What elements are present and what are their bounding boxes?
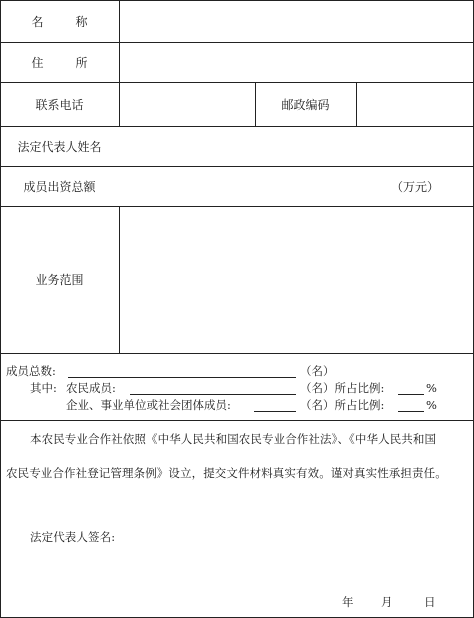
farmer-member-label: 农民成员: bbox=[66, 381, 116, 395]
address-label-char: 所 bbox=[75, 55, 88, 70]
member-total-unit: （名） bbox=[300, 364, 335, 378]
postcode-field[interactable] bbox=[357, 83, 473, 126]
business-scope-label: 业务范围 bbox=[35, 273, 84, 287]
address-label-char: 住 bbox=[31, 55, 44, 70]
address-field[interactable] bbox=[120, 43, 473, 82]
declaration-line-1: 本农民专业合作社依照《中华人民共和国农民专业合作社法》、《中华人民共和国 bbox=[30, 432, 437, 446]
farmer-member-blank[interactable] bbox=[130, 394, 296, 395]
farmer-member-unit: （名）所占比例: bbox=[300, 381, 385, 395]
member-total-blank[interactable] bbox=[68, 377, 296, 378]
declaration-line-2: 农民专业合作社登记管理条例》设立，提交文件材料真实有效。谨对真实性承担责任。 bbox=[6, 466, 447, 480]
farmer-ratio-percent: % bbox=[426, 381, 437, 395]
row-divider bbox=[0, 420, 474, 421]
name-label-char: 名 bbox=[31, 14, 44, 29]
organization-ratio-blank[interactable] bbox=[398, 411, 424, 412]
capital-label: 成员出资总额 bbox=[23, 179, 96, 194]
organization-member-label: 企业、事业单位或社会团体成员: bbox=[66, 398, 231, 412]
name-field[interactable] bbox=[120, 1, 473, 42]
postcode-label: 邮政编码 bbox=[281, 97, 330, 112]
row-divider bbox=[0, 353, 474, 354]
name-label-char: 称 bbox=[75, 14, 88, 29]
date-day-label: 日 bbox=[424, 595, 436, 609]
organization-member-unit: （名）所占比例: bbox=[300, 398, 385, 412]
phone-field[interactable] bbox=[120, 83, 255, 126]
member-total-label: 成员总数: bbox=[6, 364, 56, 378]
farmer-ratio-blank[interactable] bbox=[398, 394, 424, 395]
among-label: 其中: bbox=[30, 381, 57, 395]
phone-label: 联系电话 bbox=[35, 97, 84, 112]
date-month-label: 月 bbox=[381, 595, 393, 609]
organization-ratio-percent: % bbox=[426, 398, 437, 412]
name-label bbox=[0, 0, 119, 42]
capital-field[interactable] bbox=[120, 167, 370, 206]
signature-label: 法定代表人签名: bbox=[30, 530, 116, 544]
legal-representative-field[interactable] bbox=[120, 127, 473, 166]
organization-member-blank[interactable] bbox=[254, 411, 296, 412]
address-label bbox=[0, 42, 119, 82]
business-scope-field[interactable] bbox=[120, 207, 473, 353]
date-year-label: 年 bbox=[342, 595, 354, 609]
capital-unit: （万元） bbox=[390, 179, 439, 194]
legal-representative-label: 法定代表人姓名 bbox=[17, 139, 102, 154]
signature-field[interactable] bbox=[130, 522, 330, 548]
